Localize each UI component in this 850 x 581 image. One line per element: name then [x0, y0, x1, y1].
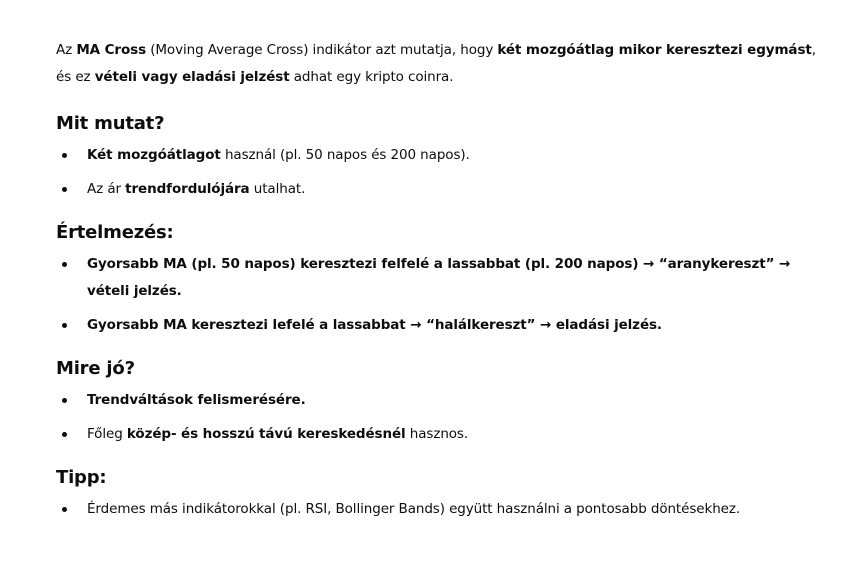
bullet-list-ertelmezes	[56, 251, 816, 339]
intro-bold-signal: vételi vagy eladási jelzést	[94, 69, 290, 85]
list-item	[56, 421, 816, 448]
bullet-dot-icon	[62, 432, 67, 437]
section-heading-mire-jo: Mire jó?	[56, 358, 135, 379]
section-heading-ertelmezes: Értelmezés:	[56, 222, 174, 243]
list-item-bold: trendfordulójára	[125, 181, 250, 197]
list-item-text: használ (pl. 50 napos és 200 napos).	[220, 147, 470, 163]
list-item	[56, 176, 816, 203]
list-item	[56, 387, 816, 414]
list-item-bold: közép- és hosszú távú kereskedésnél	[126, 426, 406, 442]
intro-text: (Moving Average Cross) indikátor azt mutatja, hogy	[146, 42, 498, 58]
bullet-list-tipp	[56, 496, 816, 523]
bullet-dot-icon	[62, 153, 67, 158]
list-item	[56, 312, 816, 339]
bullet-list-mit-mutat	[56, 142, 816, 203]
bullet-list-mire-jo	[56, 387, 816, 448]
list-item-text: Érdemes más indikátorokkal (pl. RSI, Bollinger Bands) együtt használni a pontosabb döntésekhez.	[87, 501, 741, 517]
list-item-text: Főleg	[87, 426, 127, 442]
list-item-bold: Két mozgóátlagot	[87, 147, 221, 163]
bullet-dot-icon	[62, 187, 67, 192]
list-item-bold: Gyorsabb MA keresztezi lefelé a lassabbat → “halálkereszt” → eladási jelzés.	[87, 317, 662, 333]
intro-text: ,	[811, 42, 816, 58]
section-heading-mit-mutat: Mit mutat?	[56, 113, 165, 134]
bullet-dot-icon	[62, 507, 67, 512]
list-item	[56, 142, 816, 169]
list-item-text: hasznos.	[405, 426, 469, 442]
list-item-text: Az ár	[87, 181, 126, 197]
list-item	[56, 251, 816, 305]
message-content	[56, 37, 816, 530]
intro-bold-crossing: két mozgóátlag mikor keresztezi egymást	[497, 42, 812, 58]
intro-paragraph	[56, 37, 816, 91]
list-item-bold: Gyorsabb MA (pl. 50 napos) keresztezi felfelé a lassabbat (pl. 200 napos) → “aranykereszt” → vételi jelzés.	[87, 256, 791, 299]
list-item-bold: Trendváltások felismerésére.	[87, 392, 306, 408]
bullet-dot-icon	[62, 323, 67, 328]
intro-text: Az	[56, 42, 77, 58]
bullet-dot-icon	[62, 262, 67, 267]
section-heading-tipp: Tipp:	[56, 467, 107, 488]
intro-text: és ez	[56, 69, 95, 85]
intro-bold-ma-cross: MA Cross	[76, 42, 147, 58]
intro-text: adhat egy kripto coinra.	[289, 69, 454, 85]
list-item-text: utalhat.	[249, 181, 306, 197]
list-item	[56, 496, 816, 523]
bullet-dot-icon	[62, 398, 67, 403]
